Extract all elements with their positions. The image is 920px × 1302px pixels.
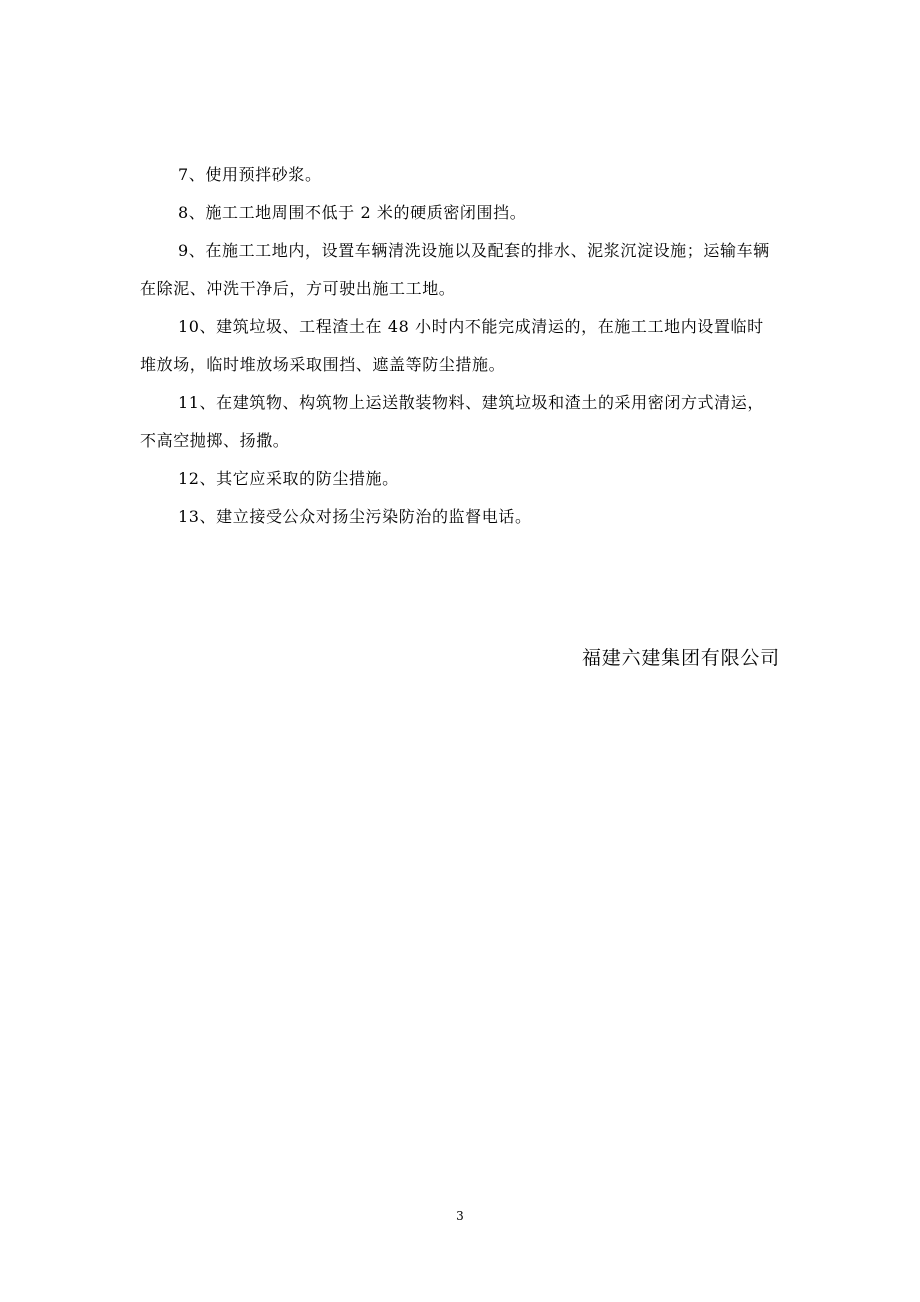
measure-item-10: 10、建筑垃圾、工程渣土在 48 小时内不能完成清运的，在施工工地内设置临时堆放场，临时堆放场采取围挡、遮盖等防尘措施。 — [140, 317, 764, 374]
measure-item-8: 8、施工工地周围不低于 2 米的硬质密闭围挡。 — [178, 203, 527, 222]
measure-item-7: 7、使用预拌砂浆。 — [178, 165, 322, 184]
measure-item-12: 12、其它应采取的防尘措施。 — [178, 469, 399, 488]
measure-item-11: 11、在建筑物、构筑物上运送散装物料、建筑垃圾和渣土的采用密闭方式清运，不高空抛掷、扬撒。 — [140, 393, 764, 450]
measure-item-9: 9、在施工工地内，设置车辆清洗设施以及配套的排水、泥浆沉淀设施；运输车辆在除泥、冲洗干净后，方可驶出施工工地。 — [140, 241, 770, 298]
measure-item-13: 13、建立接受公众对扬尘污染防治的监督电话。 — [178, 507, 532, 526]
page-number: 3 — [456, 1209, 464, 1223]
measures-list — [140, 156, 780, 536]
company-signature: 福建六建集团有限公司 — [581, 647, 780, 669]
